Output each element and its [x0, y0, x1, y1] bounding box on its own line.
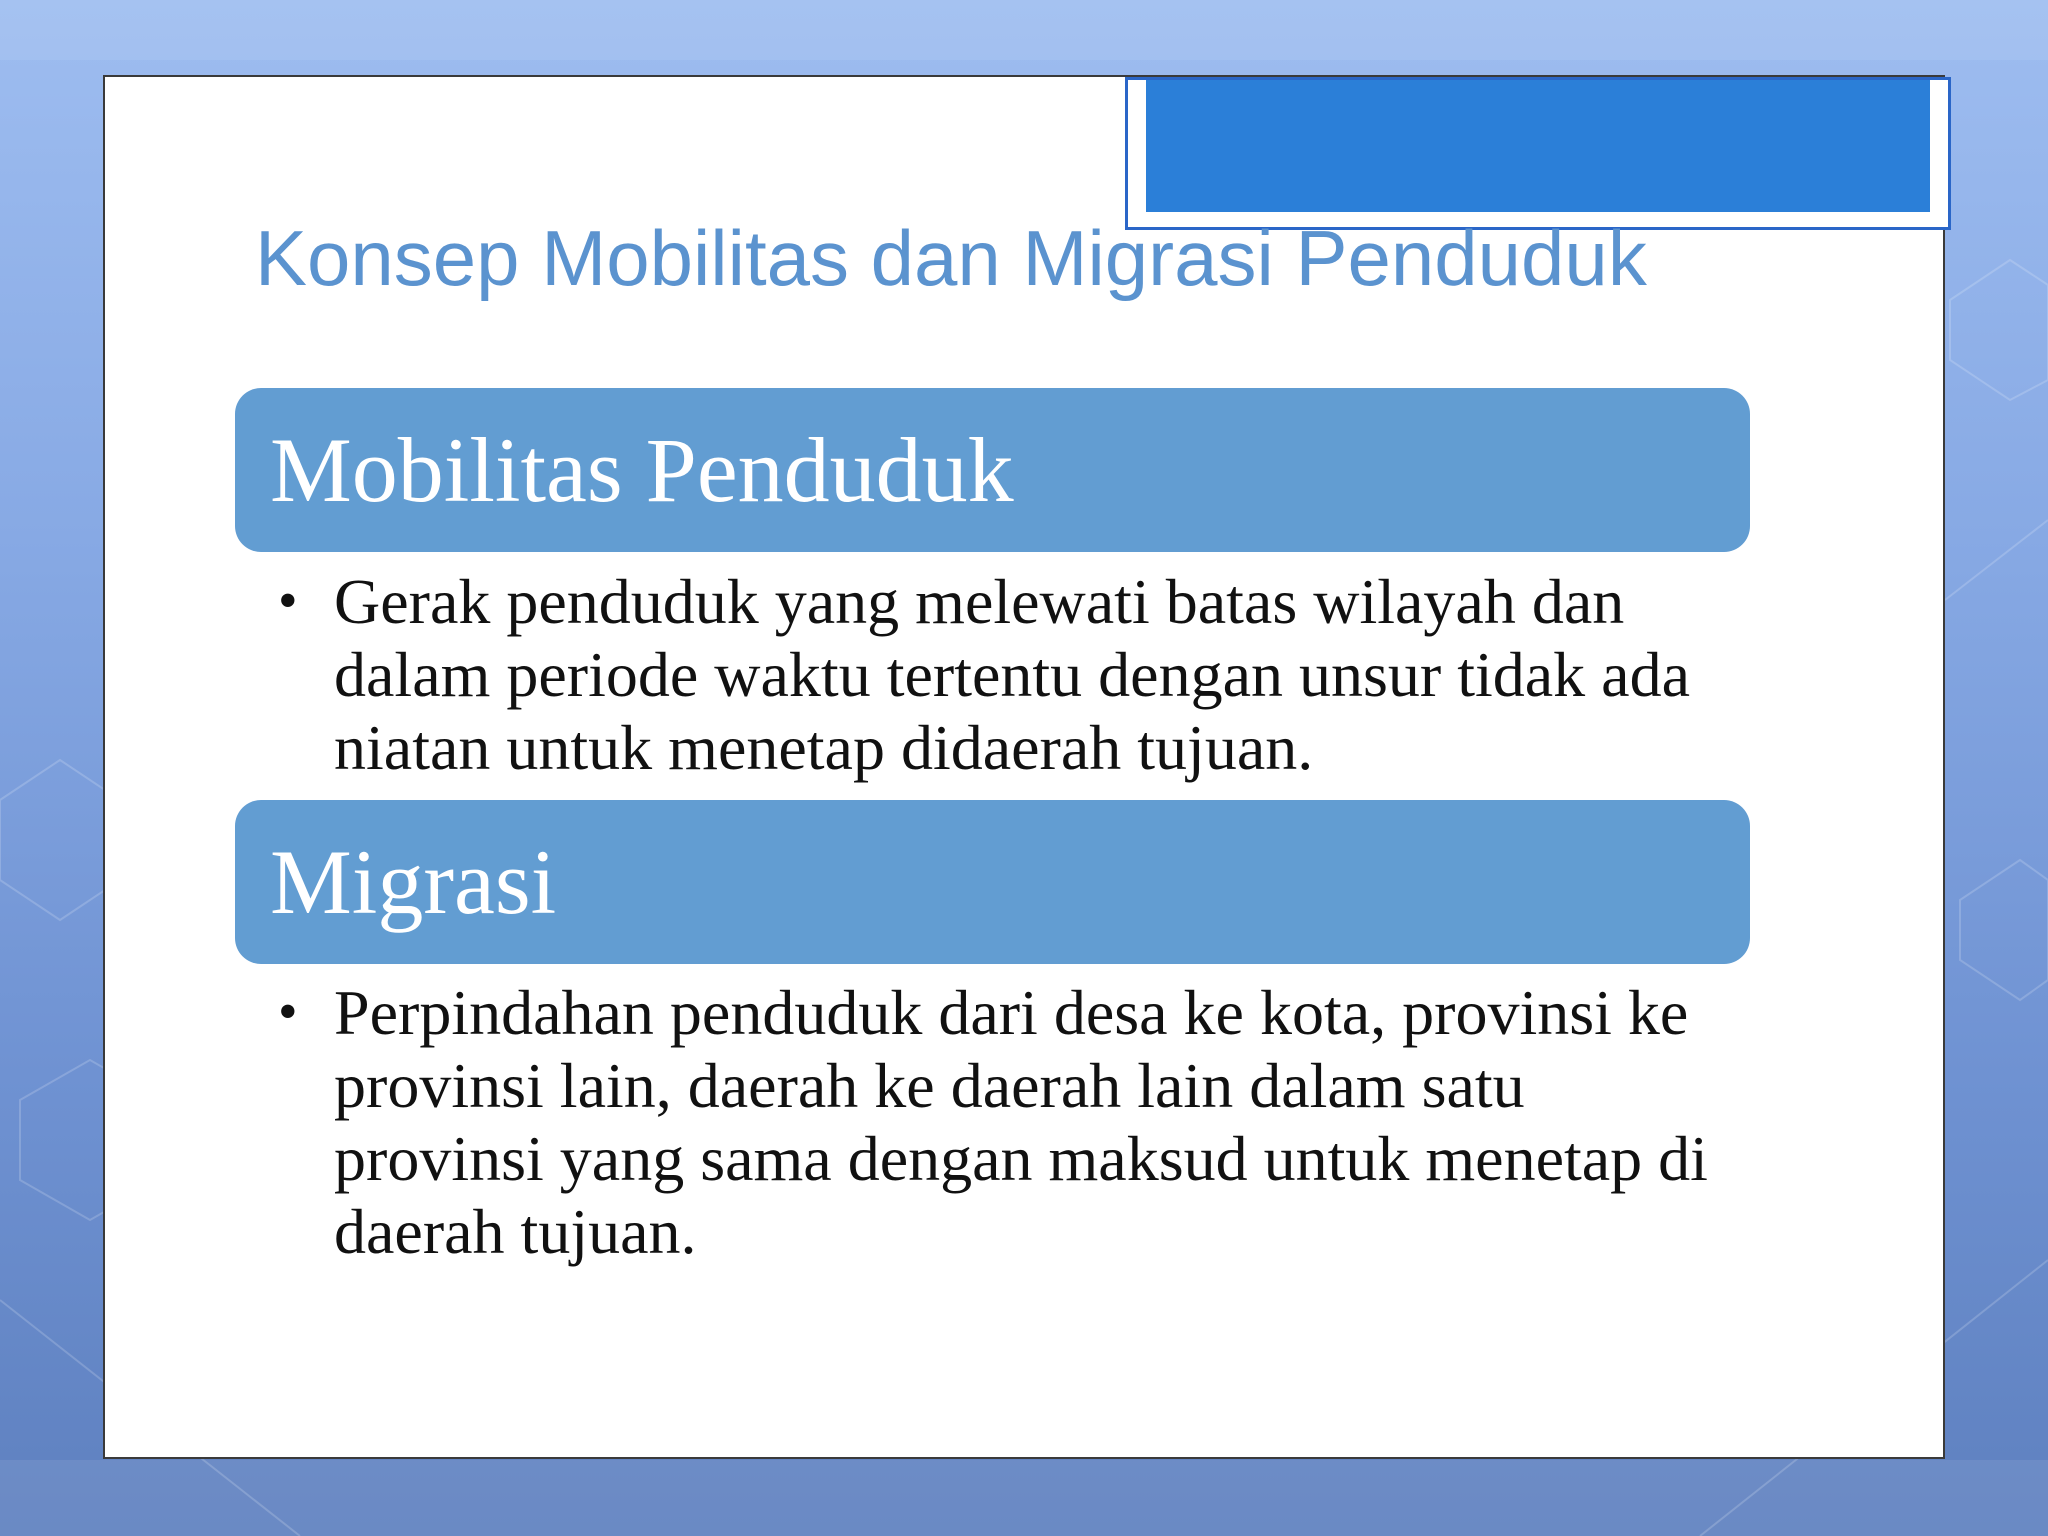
accent-tab [1125, 77, 1951, 230]
section-header-label: Mobilitas Penduduk [270, 419, 1014, 521]
section-header-label: Migrasi [270, 831, 557, 933]
slide-title: Konsep Mobilitas dan Migrasi Penduduk [255, 214, 1647, 302]
bullet-text: Perpindahan penduduk dari desa ke kota, provinsi ke provinsi lain, daerah ke daerah lain dalam satu provinsi yang sama dengan maksud untuk menetap di daerah tujuan. [334, 977, 1708, 1267]
bullet-item-migrasi [278, 976, 1738, 1268]
accent-tab-fill [1146, 80, 1930, 212]
bullet-icon: • [278, 981, 298, 1043]
section-header-migrasi [235, 800, 1750, 964]
bullet-text: Gerak penduduk yang melewati batas wilayah dan dalam periode waktu tertentu dengan unsur tidak ada niatan untuk menetap didaerah tujuan. [334, 566, 1690, 783]
section-header-mobilitas [235, 388, 1750, 552]
bullet-item-mobilitas [278, 565, 1738, 784]
bullet-icon: • [278, 570, 298, 632]
